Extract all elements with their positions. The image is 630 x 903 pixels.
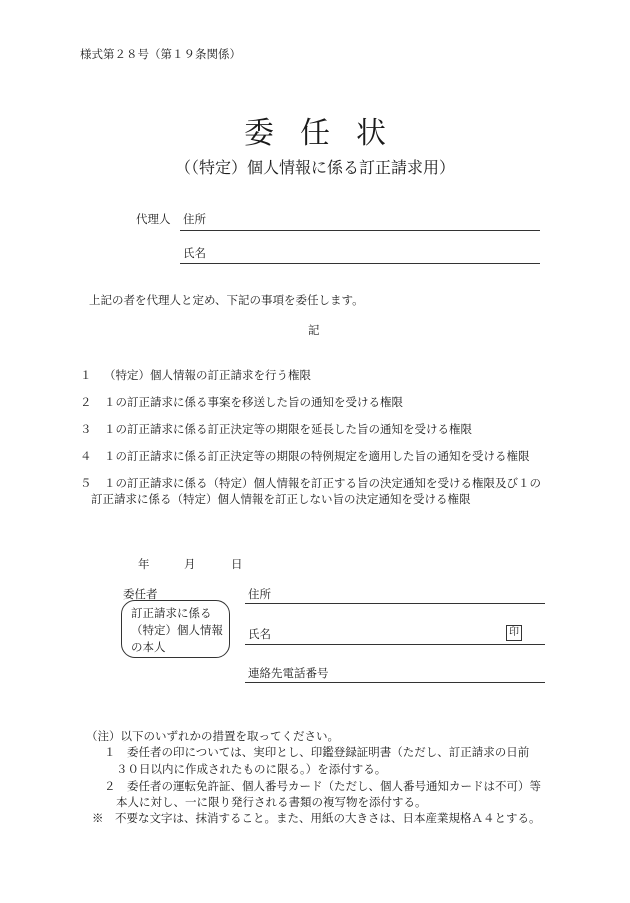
item-number: ５ [80, 476, 92, 490]
item-number: ３ [80, 422, 92, 436]
principal-name-label: 氏名 [248, 627, 271, 641]
date-month[interactable]: 月 [184, 557, 196, 571]
principal-address-line[interactable] [245, 603, 545, 604]
agent-label: 代理人 [136, 212, 171, 226]
principal-name-line[interactable] [245, 644, 545, 645]
list-item-1 [80, 367, 311, 383]
item-number: １ [80, 368, 92, 382]
item-text: １の訂正請求に係る訂正決定等の期限の特例規定を適用した旨の通知を受ける権限 [104, 449, 530, 463]
agent-name-line[interactable] [180, 263, 540, 264]
item-text: １の訂正請求に係る（特定）個人情報を訂正する旨の決定通知を受ける権限及び１の [104, 476, 541, 490]
item-number: ２ [80, 395, 92, 409]
notes-heading: （注）以下のいずれかの措置を取ってください。 [86, 729, 339, 743]
form-number: 様式第２８号（第１９条関係） [80, 47, 241, 61]
bracket-line-3: の本人 [131, 640, 166, 654]
note-2-line-2: 本人に対し、一に限り発行される書類の複写物を添付する。 [116, 795, 427, 809]
list-item-4 [80, 448, 530, 464]
note-1-line-1: １ 委任者の印については、実印とし、印鑑登録証明書（ただし、訂正請求の日前 [104, 745, 530, 759]
document-title: 委任状 [244, 116, 412, 151]
item-text: １の訂正請求に係る訂正決定等の期限を延長した旨の通知を受ける権限 [104, 422, 472, 436]
principal-phone-label: 連絡先電話番号 [248, 666, 329, 680]
list-item-5 [80, 475, 541, 491]
item-number: ４ [80, 449, 92, 463]
agent-address-line[interactable] [180, 230, 540, 231]
date-day[interactable]: 日 [231, 557, 243, 571]
bracket-line-1: 訂正請求に係る [131, 606, 212, 620]
item-text: （特定）個人情報の訂正請求を行う権限 [104, 368, 311, 382]
principal-phone-line[interactable] [245, 682, 545, 683]
intro-text: 上記の者を代理人と定め、下記の事項を委任します。 [89, 293, 364, 307]
list-item-5-continued: 訂正請求に係る（特定）個人情報を訂正しない旨の決定通知を受ける権限 [91, 492, 471, 506]
agent-name-label: 氏名 [183, 246, 206, 260]
bracket-line-2: （特定）個人情報 [131, 623, 223, 637]
principal-address-label: 住所 [248, 587, 271, 601]
seal-mark-icon: 印 [506, 625, 522, 641]
agent-address-label: 住所 [183, 212, 206, 226]
date-year[interactable]: 年 [138, 557, 150, 571]
note-1-line-2: ３０日以内に作成されたものに限る。）を添付する。 [116, 762, 387, 776]
item-text: １の訂正請求に係る事案を移送した旨の通知を受ける権限 [104, 395, 403, 409]
ki-heading: 記 [308, 323, 320, 337]
list-item-2 [80, 394, 403, 410]
list-item-3 [80, 421, 472, 437]
note-2-line-1: ２ 委任者の運転免許証、個人番号カード（ただし、個人番号通知カードは不可）等 [104, 779, 541, 793]
note-asterisk: ※ 不要な文字は、抹消すること。また、用紙の大きさは、日本産業規格Ａ４とする。 [92, 811, 541, 825]
principal-label: 委任者 [123, 587, 158, 601]
document-subtitle: （（特定）個人情報に係る訂正請求用） [174, 158, 455, 177]
